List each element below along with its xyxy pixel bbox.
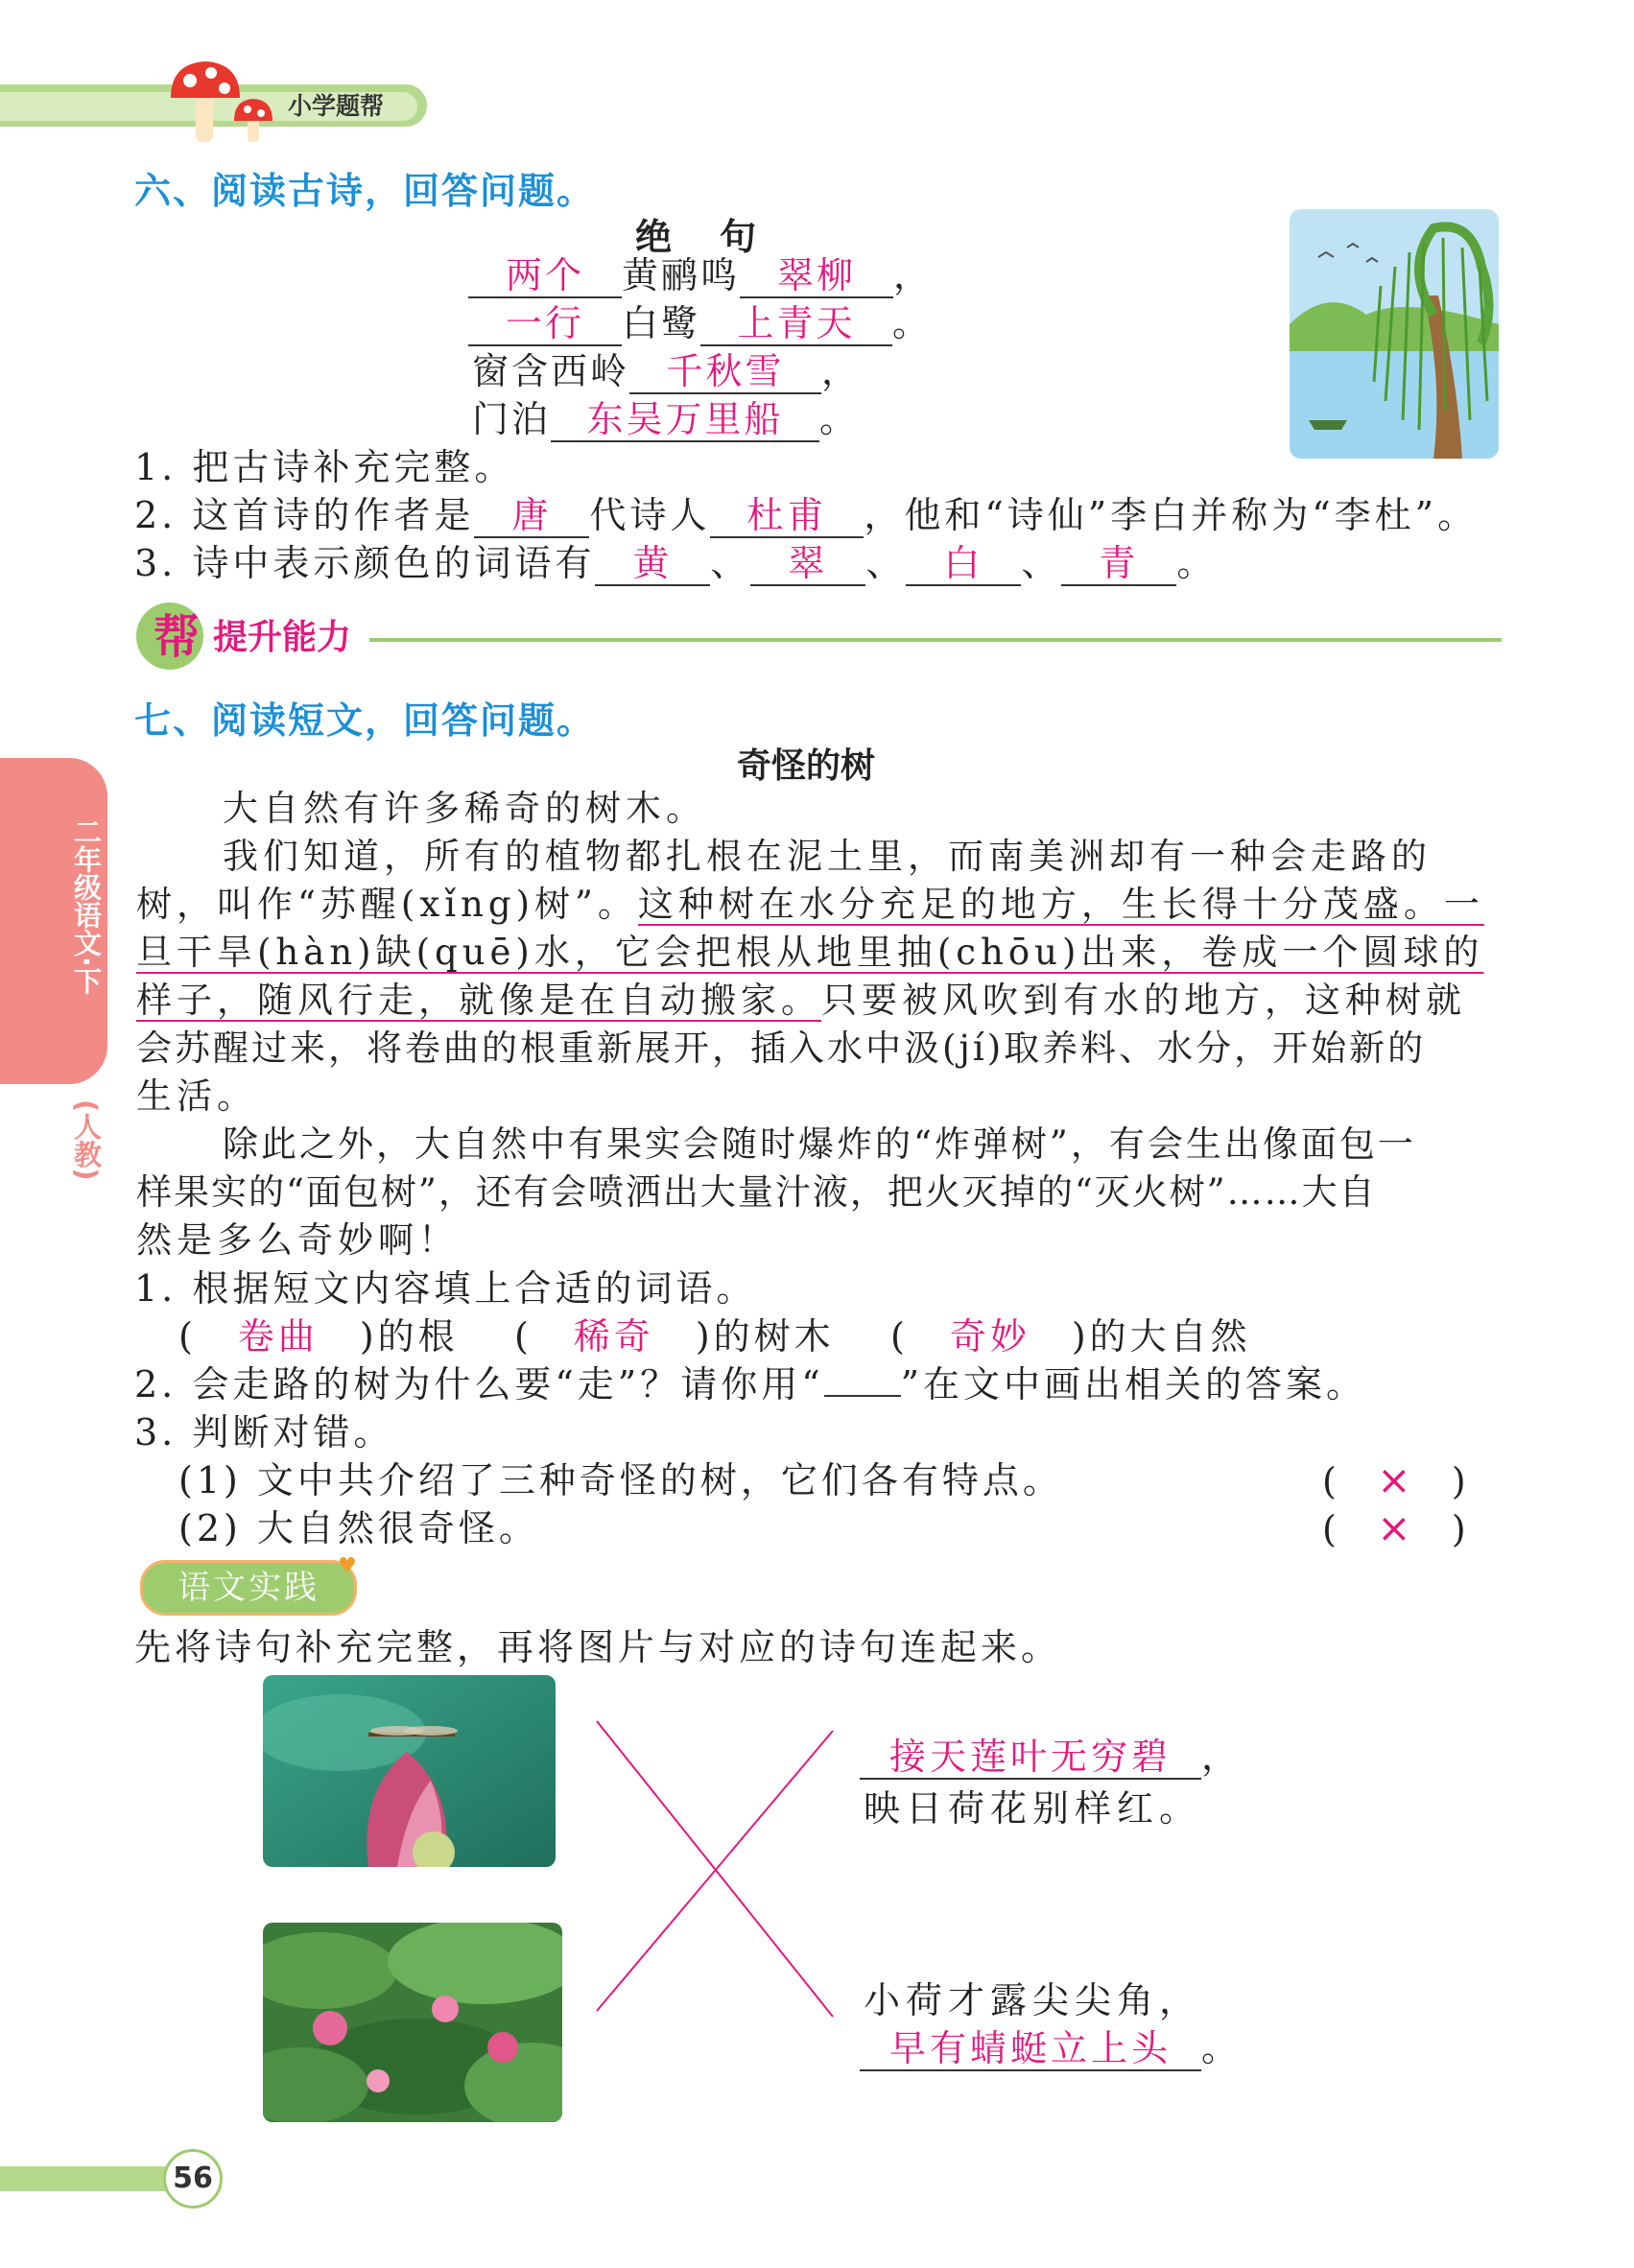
s6-q2-answer-dynasty: 唐	[474, 494, 589, 538]
poem-line-2: 一行 白鹭 上青天 。	[468, 299, 932, 347]
article-p2-line3: 旦干旱(hàn)缺(quē)水，它会把根从地里抽(chōu)出来，卷成一个圆球的	[136, 932, 1484, 973]
side-tab-edition: (人教)	[70, 1099, 103, 1181]
article-title: 奇怪的树	[737, 746, 876, 786]
article-p3-line3: 然是多么奇妙啊！	[136, 1219, 459, 1261]
underline-sample	[824, 1360, 901, 1397]
banner-char: 帮	[154, 610, 201, 664]
poem-answer-1b: 翠柳	[740, 254, 893, 298]
s7-q1-item-2: ( 稀奇 )的树木	[514, 1312, 835, 1360]
verse-pair-1-line2: 映日荷花别样红。	[864, 1787, 1202, 1830]
judge-item-1: (1) 文中共介绍了三种奇怪的树，它们各有特点。	[178, 1459, 1063, 1501]
s6-q1: 1. 把古诗补充完整。	[134, 446, 515, 488]
answer-underline-1: 这种树在水分充足的地方，生长得十分茂盛。一	[637, 884, 1484, 925]
poem-title: 绝 句	[635, 216, 763, 258]
lotus-field-photo	[263, 1923, 562, 2122]
page-number: 56	[163, 2149, 223, 2209]
judge-item-2: (2) 大自然很奇怪。	[178, 1507, 539, 1549]
poem-answer-4: 东吴万里船	[551, 398, 819, 442]
verse-pair-2-line1: 小荷才露尖尖角，	[864, 1979, 1202, 2021]
practice-instruction: 先将诗句补充完整，再将图片与对应的诗句连起来。	[134, 1626, 1062, 1668]
article-p1: 大自然有许多稀奇的树木。	[223, 788, 706, 829]
article-p2-line2: 树，叫作“苏醒(xǐng)树”。这种树在水分充足的地方，生长得十分茂盛。一	[136, 884, 1484, 925]
article-p2-line1: 我们知道，所有的植物都扎根在泥土里，而南美洲却有一种会走路的	[223, 836, 1432, 877]
s6-q2-answer-poet: 杜甫	[710, 494, 864, 538]
poem-answer-2b: 上青天	[700, 302, 892, 346]
line-field-to-jietian	[597, 1731, 833, 2011]
poem-line-1: 两个 黄鹂鸣 翠柳 ，	[468, 251, 933, 299]
answer-underline-2: 样子，随风行走，就像是在自动搬家。	[136, 980, 821, 1021]
side-tab-grade: 二年级语文·下	[70, 817, 103, 996]
poem-line-4: 门泊 东吴万里船 。	[472, 398, 860, 440]
article-p2-line6: 生活。	[136, 1075, 257, 1117]
article-p2-line4: 样子，随风行走，就像是在自动搬家。只要被风吹到有水的地方，这种树就	[136, 980, 1466, 1021]
willow-illustration	[1290, 209, 1499, 459]
q1-answer-1: 卷曲	[237, 1315, 319, 1358]
s6-q2: 2. 这首诗的作者是 唐 代诗人 杜甫 ，他和“诗仙”李白并称为“李杜”。	[134, 494, 1479, 536]
s6-q3: 3. 诗中表示颜色的词语有 黄 、 翠 、 白 、 青 。	[134, 542, 1218, 584]
banner-title: 提升能力	[213, 618, 352, 657]
footer-bar	[0, 2166, 182, 2191]
s7-q1-item-1: ( 卷曲 )的根	[178, 1312, 459, 1360]
article-p3-line2: 样果实的“面包树”，还有会喷洒出大量汁液，把火灭掉的“灭火树”……大自	[136, 1171, 1377, 1213]
line-bud-to-xiaohe	[597, 1721, 833, 2017]
section6-title: 六、阅读古诗，回答问题。	[134, 170, 596, 212]
dragonfly-lotus-bud-photo	[263, 1675, 556, 1867]
poem-answer-2a: 一行	[468, 302, 622, 346]
connection-lines	[585, 1708, 844, 2024]
poem-answer-3: 千秋雪	[629, 350, 821, 394]
s7-q2: 2. 会走路的树为什么要“走”？请你用“ ”在文中画出相关的答案。	[134, 1360, 1366, 1408]
color-answer-2: 翠	[750, 542, 865, 586]
practice-tag: 语文实践	[140, 1560, 357, 1616]
verse-pair-1-line1: 接天莲叶无穷碧 ，	[860, 1733, 1242, 1781]
s7-q1-item-3: ( 奇妙 )的大自然	[890, 1312, 1251, 1360]
poem-answer-1a: 两个	[468, 254, 622, 298]
article-p2-line5: 会苏醒过来，将卷曲的根重新展开，插入水中汲(jí)取养料、水分，开始新的	[136, 1028, 1427, 1069]
verse-answer-2: 早有蜻蜓立上头	[860, 2027, 1201, 2071]
s7-q1: 1. 根据短文内容填上合适的词语。	[134, 1267, 757, 1310]
color-answer-1: 黄	[595, 542, 710, 586]
judge-answer-1: ×	[1377, 1456, 1411, 1503]
color-answer-3: 白	[906, 542, 1021, 586]
q1-answer-2: 稀奇	[573, 1315, 654, 1358]
color-answer-4: 青	[1061, 542, 1176, 586]
judge-answer-2: ×	[1377, 1504, 1411, 1551]
judge-bracket-1: ( × )	[1322, 1456, 1466, 1503]
verse-pair-2-line2: 早有蜻蜓立上头 。	[860, 2024, 1242, 2072]
verse-answer-1: 接天莲叶无穷碧	[860, 1736, 1201, 1780]
poem-line-3: 窗含西岭 千秋雪 ，	[472, 350, 862, 392]
q1-answer-3: 奇妙	[949, 1315, 1030, 1358]
heart-icon: ♥	[338, 1554, 357, 1578]
article-p3-line1: 除此之外，大自然中有果实会随时爆炸的“炸弹树”，有会生出像面包一	[223, 1123, 1416, 1165]
mushroom-logo-icon	[163, 56, 278, 147]
brand-label: 小学题帮	[288, 92, 385, 120]
judge-bracket-2: ( × )	[1322, 1504, 1466, 1551]
banner-rule	[369, 638, 1502, 642]
section7-title: 七、阅读短文，回答问题。	[134, 699, 596, 742]
s7-q3: 3. 判断对错。	[134, 1411, 394, 1453]
